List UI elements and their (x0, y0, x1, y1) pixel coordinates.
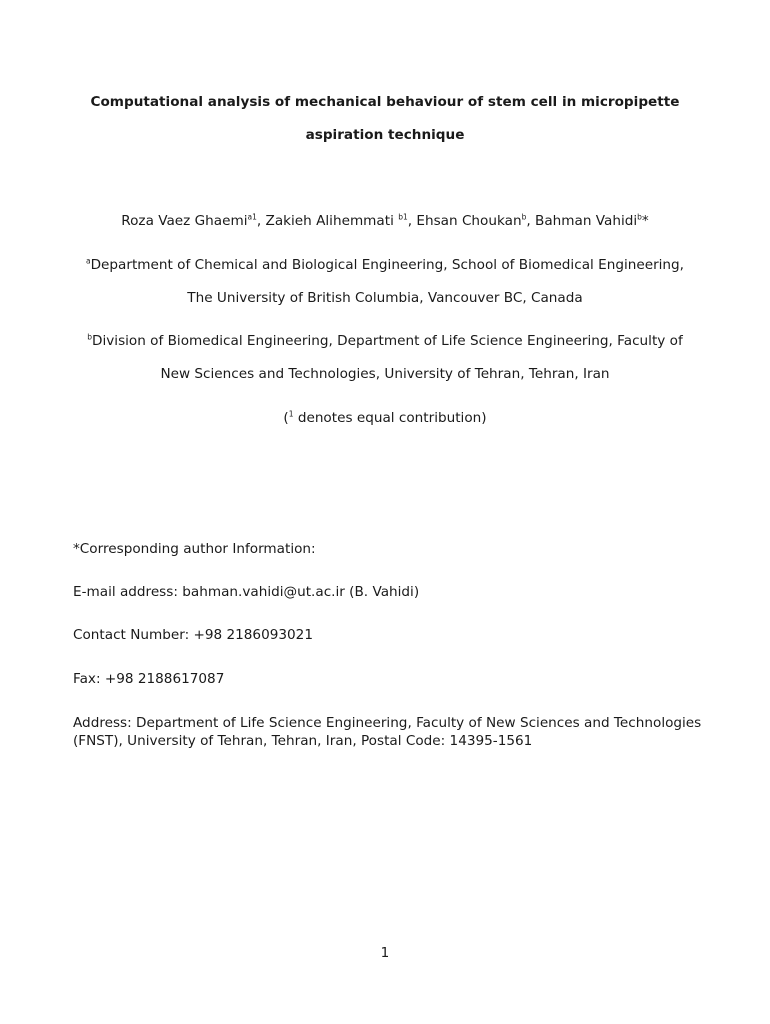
author-affiliation-marker: a1 (247, 212, 257, 222)
affiliation-text: Department of Chemical and Biological Engineering, School of Biomedical Engineering, (90, 257, 684, 273)
paper-title-line-1: Computational analysis of mechanical behaviour of stem cell in micropipette (90, 94, 680, 110)
address-block: Address: Department of Life Science Engineering, Faculty of New Sciences and Technologies (FNST), University of Tehran, Tehran, Iran, Postal Code: 14395-1561 (73, 715, 702, 749)
affiliation-b-line-1 (0, 333, 770, 349)
page-number: 1 (380, 945, 390, 961)
author-name: Roza Vaez Ghaemi (121, 213, 248, 229)
affiliation-marker: b (87, 332, 92, 342)
author-affiliation-marker: b (521, 212, 527, 222)
note-open-paren: ( (283, 410, 289, 426)
equal-contribution-note (0, 410, 770, 426)
email-line: E-mail address: bahman.vahidi@ut.ac.ir (B. Vahidi) (73, 584, 420, 600)
author-affiliation-marker: b (637, 212, 642, 222)
affiliation-a-line-1 (0, 257, 770, 273)
corresponding-marker: * (641, 213, 649, 229)
author-list (0, 213, 770, 229)
author-name: Zakieh Alihemmati (265, 213, 399, 229)
corresponding-heading: *Corresponding author Information: (73, 541, 316, 557)
affiliation-marker: a (85, 256, 91, 266)
affiliation-b-line-2: New Sciences and Technologies, University of Tehran, Tehran, Iran (160, 366, 610, 382)
paper-title-line-2: aspiration technique (305, 127, 465, 143)
contact-number-line: Contact Number: +98 2186093021 (73, 627, 313, 643)
affiliation-a-line-2: The University of British Columbia, Vancouver BC, Canada (187, 290, 583, 306)
author-separator: , (407, 213, 417, 229)
note-marker: 1 (288, 409, 294, 419)
author-separator: , (526, 213, 535, 229)
author-name: Ehsan Choukan (416, 213, 522, 229)
note-text: denotes equal contribution) (293, 410, 487, 426)
fax-line: Fax: +98 2188617087 (73, 671, 225, 687)
author-affiliation-marker: b1 (398, 212, 408, 222)
affiliation-text: Division of Biomedical Engineering, Department of Life Science Engineering, Faculty of (92, 333, 683, 349)
author-separator: , (256, 213, 266, 229)
author-name: Bahman Vahidi (535, 213, 638, 229)
